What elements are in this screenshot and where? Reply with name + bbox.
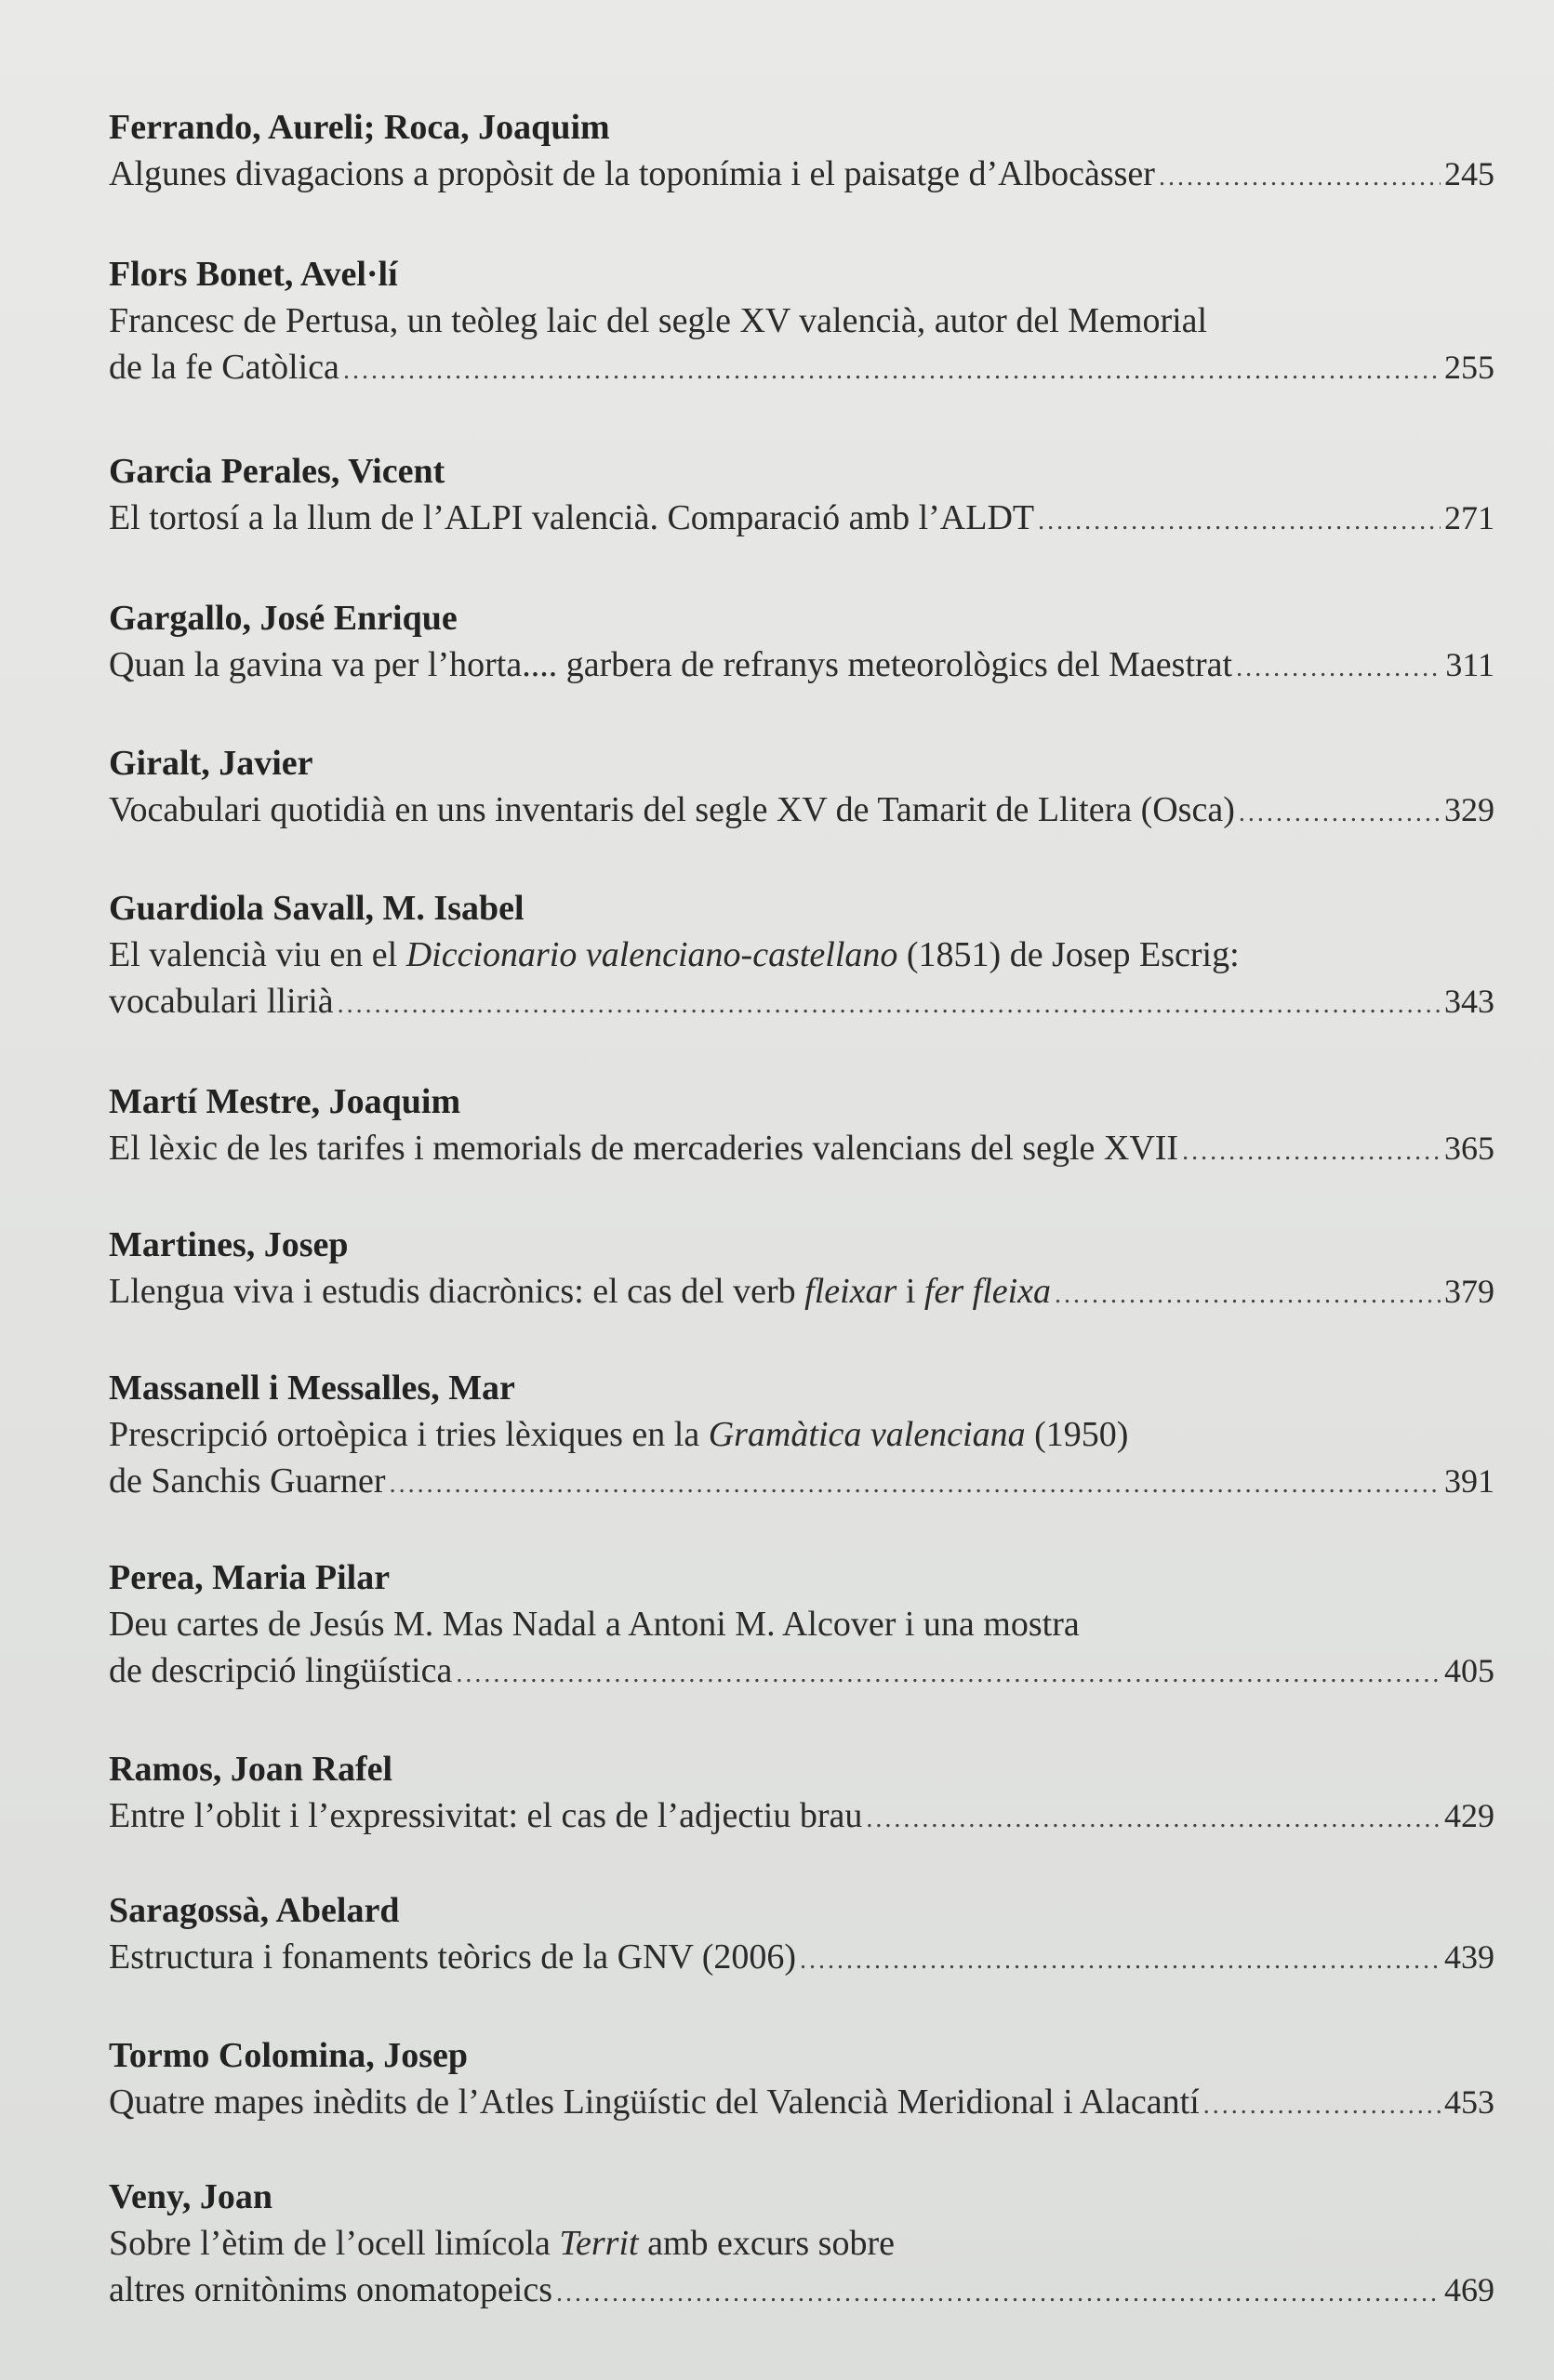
entry-title: Estructura i fonaments teòrics de la GNV (2006)	[109, 1937, 797, 1977]
leader-dots	[556, 2270, 1441, 2317]
entry-author: Massanell i Messalles, Mar	[109, 1368, 515, 1408]
toc-entry	[109, 2032, 1494, 2129]
leader-dots	[343, 348, 1441, 394]
entry-author: Martines, Josep	[109, 1225, 349, 1264]
leader-dots	[338, 982, 1441, 1028]
entry-title-line	[109, 641, 1494, 692]
toc-entry	[109, 448, 1494, 545]
toc-entry	[109, 1554, 1494, 1698]
title-italic-text: Diccionario valenciano-castellano	[405, 935, 898, 974]
entry-title: Vocabulari quotidià en uns inventaris del segle XV de Tamarit de Llitera (Osca)	[109, 790, 1235, 829]
entry-title: Quan la gavina va per l’horta.... garbera de refranys meteorològics del Maestrat	[109, 645, 1233, 684]
entry-title-line	[109, 1934, 1494, 1984]
page-number: 469	[1444, 2271, 1494, 2308]
entry-title	[109, 1268, 1051, 1315]
title-text: (1851) de Josep Escrig:	[897, 935, 1240, 974]
leader-dots	[456, 1651, 1441, 1698]
page-number: 391	[1444, 1462, 1494, 1500]
entry-title-line	[109, 1125, 1494, 1175]
entry-title-line	[109, 1458, 1494, 1508]
entry-title: vocabulari llirià	[109, 982, 334, 1021]
title-text: i	[897, 1272, 924, 1311]
toc-entry	[109, 1222, 1494, 1318]
entry-title: El tortosí a la llum de l’ALPI valencià. Comparació amb l’ALDT	[109, 498, 1035, 537]
page-number: 379	[1444, 1273, 1494, 1310]
title-italic-text: fer fleixa	[923, 1272, 1052, 1311]
leader-dots	[1159, 154, 1441, 201]
entry-title-line	[109, 1268, 1494, 1318]
leader-dots	[1203, 2082, 1441, 2129]
page-number: 245	[1444, 155, 1494, 192]
page-number: 453	[1444, 2083, 1494, 2121]
page-number: 329	[1444, 791, 1494, 828]
entry-author: Saragossà, Abelard	[109, 1891, 400, 1930]
page-number: 439	[1444, 1938, 1494, 1976]
entry-author: Ramos, Joan Rafel	[109, 1750, 393, 1789]
entry-author: Tormo Colomina, Josep	[109, 2036, 469, 2075]
title-italic-text: Gramàtica valenciana	[708, 1415, 1026, 1454]
title-italic-text: Territ	[559, 2224, 639, 2263]
page-number: 429	[1444, 1797, 1494, 1834]
entry-title-line	[109, 1647, 1494, 1698]
page-number: 255	[1444, 349, 1494, 386]
leader-dots	[866, 1796, 1441, 1843]
toc-entry	[109, 885, 1494, 1028]
entry-title-line	[109, 2220, 1494, 2267]
title-text: Llengua viva i estudis diacrònics: el cas del verb	[109, 1272, 805, 1311]
page-number: 365	[1444, 1130, 1494, 1167]
leader-dots	[1182, 1129, 1441, 1175]
toc-entry	[109, 251, 1494, 394]
entry-title-line	[109, 978, 1494, 1028]
toc-entry	[109, 104, 1494, 201]
title-text: (1950)	[1025, 1415, 1129, 1454]
entry-title: de la fe Catòlica	[109, 348, 339, 387]
entry-title: Entre l’oblit i l’expressivitat: el cas de l’adjectiu brau	[109, 1796, 863, 1835]
leader-dots	[1236, 645, 1441, 692]
title-text: Sobre l’ètim de l’ocell limícola	[109, 2224, 560, 2263]
entry-author: Flors Bonet, Avel·lí	[109, 255, 398, 294]
page-number: 343	[1444, 983, 1494, 1020]
toc-entry	[109, 1365, 1494, 1508]
toc-entry	[109, 1078, 1494, 1175]
entry-title-line: Francesc de Pertusa, un teòleg laic del segle XV valencià, autor del Memorial	[109, 301, 1208, 340]
title-text: amb excurs sobre	[638, 2224, 895, 2263]
title-italic-text: fleixar	[804, 1272, 897, 1311]
entry-title-line	[109, 495, 1494, 545]
toc-entry	[109, 2174, 1494, 2317]
toc-entry	[109, 1887, 1494, 1984]
entry-title-line	[109, 2079, 1494, 2129]
title-text: El valencià viu en el	[109, 935, 406, 974]
leader-dots	[1055, 1272, 1441, 1318]
entry-author: Gargallo, José Enrique	[109, 599, 458, 638]
leader-dots	[1239, 790, 1441, 837]
toc-entry	[109, 740, 1494, 837]
entry-title: altres ornitònims onomatopeics	[109, 2270, 553, 2309]
entry-title: El lèxic de les tarifes i memorials de mercaderies valencians del segle XVII	[109, 1129, 1179, 1168]
entry-author: Perea, Maria Pilar	[109, 1558, 391, 1597]
entry-title-line	[109, 787, 1494, 837]
entry-title-line: Deu cartes de Jesús M. Mas Nadal a Antoni M. Alcover i una mostra	[109, 1605, 1080, 1644]
entry-title: de Sanchis Guarner	[109, 1461, 386, 1501]
entry-author: Guardiola Savall, M. Isabel	[109, 889, 525, 928]
entry-title: Quatre mapes inèdits de l’Atles Lingüístic del Valencià Meridional i Alacantí	[109, 2082, 1200, 2122]
entry-author: Veny, Joan	[109, 2177, 272, 2216]
entry-title: Algunes divagacions a propòsit de la toponímia i el paisatge d’Albocàsser	[109, 154, 1155, 193]
toc-entry	[109, 595, 1494, 692]
entry-title-line	[109, 344, 1494, 394]
entry-title: de descripció lingüística	[109, 1651, 453, 1690]
entry-author: Giralt, Javier	[109, 744, 313, 783]
toc-entry	[109, 1746, 1494, 1843]
entry-author: Martí Mestre, Joaquim	[109, 1082, 461, 1121]
leader-dots	[1038, 498, 1441, 545]
page-number: 405	[1444, 1652, 1494, 1689]
entry-author: Garcia Perales, Vicent	[109, 452, 445, 491]
entry-title-line	[109, 1411, 1494, 1458]
entry-title-line	[109, 151, 1494, 201]
page-number: 271	[1444, 499, 1494, 536]
leader-dots	[800, 1937, 1441, 1984]
leader-dots	[390, 1461, 1441, 1508]
page-number: 311	[1445, 646, 1494, 683]
entry-title-line	[109, 2267, 1494, 2317]
entry-title-line	[109, 1792, 1494, 1843]
entry-title-line	[109, 932, 1494, 978]
entry-author: Ferrando, Aureli; Roca, Joaquim	[109, 108, 610, 147]
title-text: Prescripció ortoèpica i tries lèxiques en la	[109, 1415, 709, 1454]
